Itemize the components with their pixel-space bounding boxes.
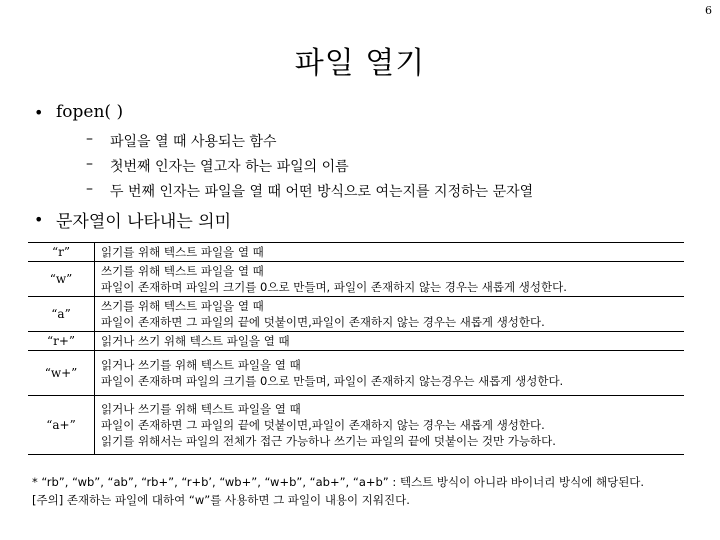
mode-cell: “r+” [28, 332, 95, 351]
description-line: 읽거나 쓰기를 위해 텍스트 파일을 열 때 [101, 402, 301, 416]
bullet-marker: • [34, 210, 44, 229]
table-row [28, 332, 684, 351]
dash-marker: – [86, 131, 93, 147]
table-row [28, 243, 684, 262]
description-cell [95, 351, 685, 396]
description-cell [95, 332, 685, 351]
description-cell [95, 243, 685, 262]
description-line: 쓰기를 위해 텍스트 파일을 열 때 [101, 264, 264, 278]
description-line: 쓰기를 위해 텍스트 파일을 열 때 [101, 299, 264, 313]
bullet-string-meaning [34, 207, 231, 232]
mode-cell: “a+” [28, 396, 95, 455]
mode-table [28, 242, 684, 455]
sub-item-text: 파일을 열 때 사용되는 함수 [110, 134, 277, 150]
sub-item [86, 156, 349, 176]
sub-item-text: 두 번째 인자는 파일을 열 때 어떤 방식으로 여는지를 지정하는 문자열 [110, 184, 534, 200]
dash-marker: – [86, 156, 93, 172]
description-cell [95, 396, 685, 455]
sub-item-text: 첫번째 인자는 열고자 하는 파일의 이름 [110, 159, 349, 175]
description-cell [95, 297, 685, 332]
mode-cell: “r” [28, 243, 95, 262]
binary-mode-note: * “rb”, “wb”, “ab”, “rb+”, “r+b’, “wb+”, “w+b”, “ab+”, “a+b” : 텍스트 방식이 아니라 바이너리 방식에 해당된다. [32, 475, 645, 489]
description-cell [95, 262, 685, 297]
mode-cell: “w+” [28, 351, 95, 396]
description-line: 파일이 존재하면 그 파일의 끝에 덧붙이면,파일이 존재하지 않는 경우는 새롭게 생성한다. [101, 418, 545, 432]
bullet-text: fopen( ) [56, 102, 124, 122]
warning-note: [주의] 존재하는 파일에 대하여 “w”를 사용하면 그 파일이 내용이 지워진다. [32, 493, 410, 507]
table-row [28, 351, 684, 396]
description-line: 읽기를 위해서는 파일의 전체가 접근 가능하나 쓰기는 파일의 끝에 덧붙이는 것만 가능하다. [101, 434, 556, 448]
description-line: 파일이 존재하면 그 파일의 끝에 덧붙이면,파일이 존재하지 않는 경우는 새롭게 생성한다. [101, 315, 545, 329]
slide-title: 파일 열기 [294, 46, 426, 81]
dash-marker: – [86, 181, 93, 197]
mode-cell: “a” [28, 297, 95, 332]
table-row [28, 262, 684, 297]
table-row [28, 396, 684, 455]
bullet-marker: • [34, 102, 44, 122]
mode-cell: “w” [28, 262, 95, 297]
page-number: 6 [705, 4, 712, 17]
description-line: 읽거나 쓰기 위해 텍스트 파일을 열 때 [101, 334, 290, 348]
description-line: 읽기를 위해 텍스트 파일을 열 때 [101, 245, 264, 259]
description-line: 읽거나 쓰기를 위해 텍스트 파일을 열 때 [101, 358, 301, 372]
sub-item [86, 131, 277, 151]
sub-item [86, 181, 533, 201]
description-line: 파일이 존재하며 파일의 크기를 0으로 만들며, 파일이 존재하지 않는경우는 새롭게 생성한다. [101, 374, 564, 388]
description-line: 파일이 존재하며 파일의 크기를 0으로 만들며, 파일이 존재하지 않는 경우는 새롭게 생성한다. [101, 280, 567, 294]
bullet-fopen [34, 102, 123, 122]
bullet-text: 문자열이 나타내는 의미 [56, 212, 232, 232]
table-row [28, 297, 684, 332]
